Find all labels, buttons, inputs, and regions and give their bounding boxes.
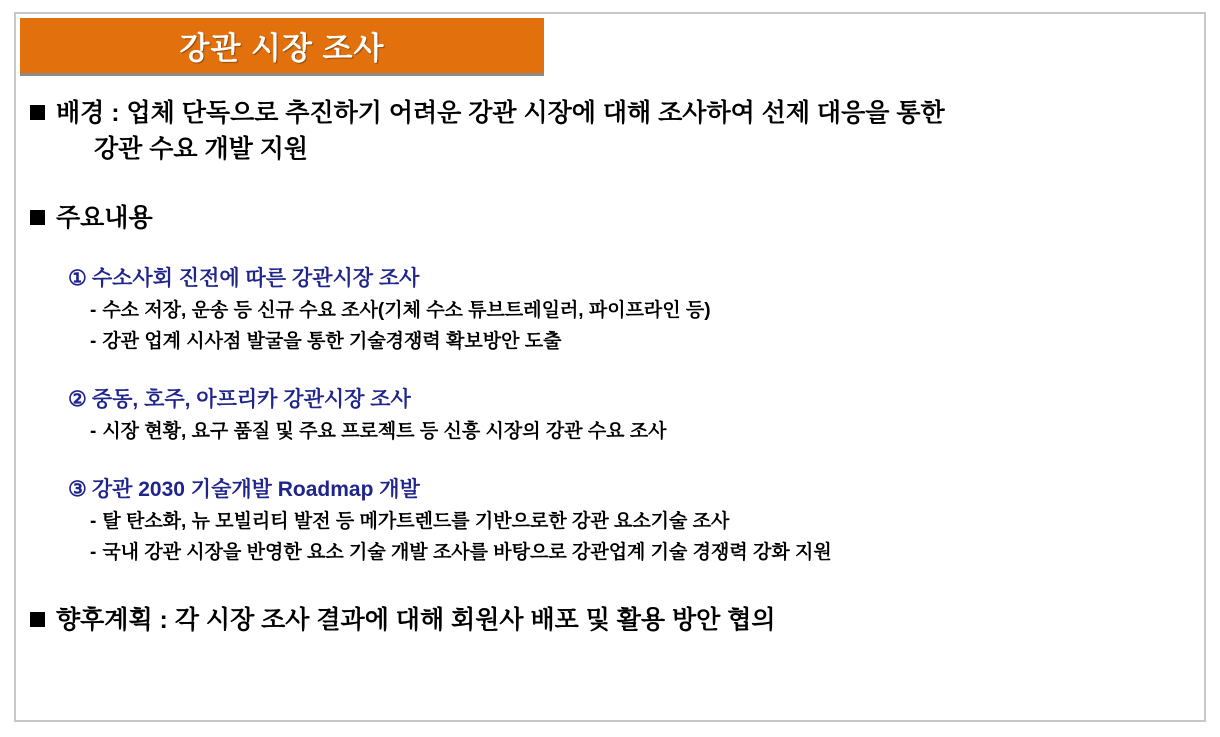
dash-marker: - bbox=[90, 511, 97, 533]
item-subline bbox=[90, 296, 1196, 327]
section-background-line2: 강관 수요 개발 지원 bbox=[94, 134, 309, 163]
slide-title-banner bbox=[20, 18, 544, 76]
item-subline bbox=[90, 417, 1196, 448]
spacer bbox=[30, 167, 1196, 201]
square-bullet-icon bbox=[30, 105, 45, 120]
section-background-line1: 배경 : 업체 단독으로 추진하기 어려운 강관 시장에 대해 조사하여 선제 대응을 통한 bbox=[56, 99, 945, 127]
item-subline bbox=[90, 327, 1196, 358]
list-item bbox=[68, 474, 1196, 569]
item-heading-text: 강관 2030 기술개발 Roadmap 개발 bbox=[91, 477, 420, 501]
item-subline bbox=[90, 538, 1196, 569]
page-title: 강관 시장 조사 bbox=[179, 31, 385, 66]
item-subline-text: 수소 저장, 운송 등 신규 수요 조사(기체 수소 튜브트레일러, 파이프라인 등) bbox=[102, 300, 711, 321]
square-bullet-icon bbox=[30, 612, 45, 627]
section-main-content bbox=[30, 201, 1196, 237]
item-number: ③ bbox=[68, 477, 87, 501]
list-item bbox=[68, 384, 1196, 448]
spacer bbox=[30, 569, 1196, 603]
dash-marker: - bbox=[90, 421, 97, 443]
item-heading bbox=[68, 474, 1196, 506]
section-future-plan bbox=[30, 603, 1196, 639]
item-subline-text: 시장 현황, 요구 품질 및 주요 프로젝트 등 신흥 시장의 강관 수요 조사 bbox=[102, 421, 667, 443]
section-background bbox=[30, 96, 1196, 167]
section-future-plan-text: 향후계획 : 각 시장 조사 결과에 대해 회원사 배포 및 활용 방안 협의 bbox=[56, 605, 776, 634]
item-heading-text: 중동, 호주, 아프리카 강관시장 조사 bbox=[91, 387, 411, 411]
dash-marker: - bbox=[90, 300, 97, 321]
item-subline bbox=[90, 507, 1196, 538]
dash-marker: - bbox=[90, 542, 97, 564]
spacer bbox=[30, 237, 1196, 263]
list-item bbox=[68, 263, 1196, 358]
slide-content bbox=[30, 96, 1196, 638]
item-heading-text: 수소사회 진전에 따른 강관시장 조사 bbox=[91, 266, 420, 290]
section-background-text bbox=[56, 96, 945, 167]
dash-marker: - bbox=[90, 330, 97, 352]
spacer bbox=[30, 358, 1196, 384]
item-subline-text: 탈 탄소화, 뉴 모빌리티 발전 등 메가트렌드를 기반으로한 강관 요소기술 조사 bbox=[102, 511, 730, 533]
item-heading bbox=[68, 384, 1196, 416]
item-subline-text: 국내 강관 시장을 반영한 요소 기술 개발 조사를 바탕으로 강관업계 기술 경쟁력 강화 지원 bbox=[102, 542, 832, 564]
section-main-content-text: 주요내용 bbox=[56, 204, 153, 232]
square-bullet-icon bbox=[30, 210, 45, 225]
item-number: ① bbox=[68, 266, 87, 290]
item-subline-text: 강관 업계 시사점 발굴을 통한 기술경쟁력 확보방안 도출 bbox=[102, 330, 562, 352]
item-number: ② bbox=[68, 387, 87, 411]
item-heading bbox=[68, 263, 1196, 295]
spacer bbox=[30, 448, 1196, 474]
